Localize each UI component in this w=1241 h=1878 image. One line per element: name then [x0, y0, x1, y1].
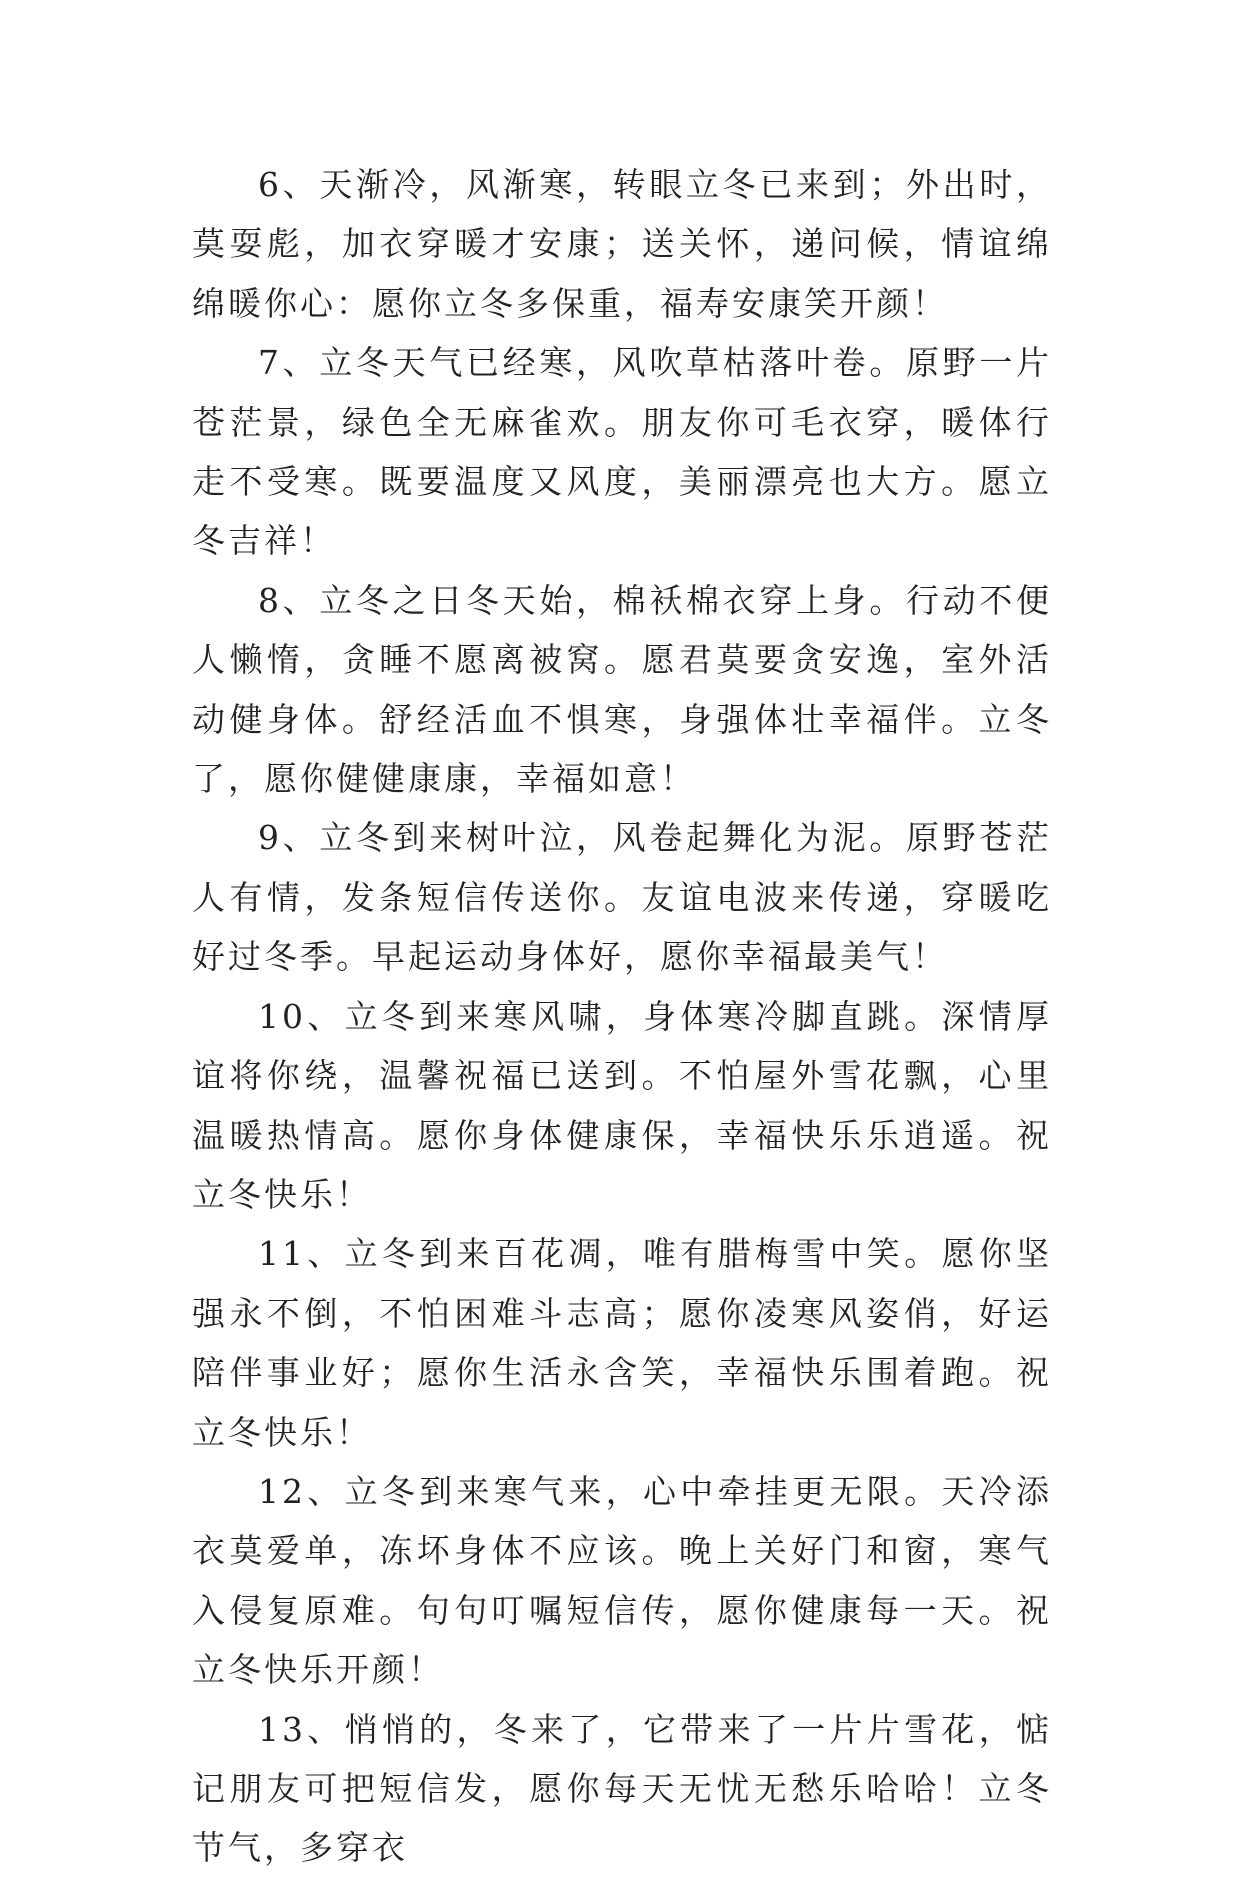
- paragraph-11: 11、立冬到来百花凋，唯有腊梅雪中笑。愿你坚强永不倒，不怕困难斗志高；愿你凌寒风姿俏，好运陪伴事业好；愿你生活永含笑，幸福快乐围着跑。祝立冬快乐！: [192, 1234, 1052, 1452]
- document-body: [192, 155, 1052, 1878]
- paragraph-10: 10、立冬到来寒风啸，身体寒冷脚直跳。深情厚谊将你绕，温馨祝福已送到。不怕屋外雪花飘，心里温暖热情高。愿你身体健康保，幸福快乐乐逍遥。祝立冬快乐！: [192, 996, 1052, 1214]
- paragraph-6: 6、天渐冷，风渐寒，转眼立冬已来到；外出时，莫耍彪，加衣穿暖才安康；送关怀，递问候，情谊绵绵暖你心：愿你立冬多保重，福寿安康笑开颜！: [192, 165, 1052, 323]
- paragraph-12: 12、立冬到来寒气来，心中牵挂更无限。天冷添衣莫爱单，冻坏身体不应该。晚上关好门和窗，寒气入侵复原难。句句叮嘱短信传，愿你健康每一天。祝立冬快乐开颜！: [192, 1471, 1052, 1690]
- paragraph-9: 9、立冬到来树叶泣，风卷起舞化为泥。原野苍茫人有情，发条短信传送你。友谊电波来传递，穿暖吃好过冬季。早起运动身体好，愿你幸福最美气！: [192, 818, 1052, 977]
- paragraph-7: 7、立冬天气已经寒，风吹草枯落叶卷。原野一片苍茫景，绿色全无麻雀欢。朋友你可毛衣穿，暖体行走不受寒。既要温度又风度，美丽漂亮也大方。愿立冬吉祥！: [192, 343, 1052, 561]
- paragraph-13: 13、悄悄的，冬来了，它带来了一片片雪花，惦记朋友可把短信发，愿你每天无忧无愁乐哈哈！立冬节气，多穿衣: [192, 1709, 1052, 1868]
- paragraph-8: 8、立冬之日冬天始，棉袄棉衣穿上身。行动不便人懒惰，贪睡不愿离被窝。愿君莫要贪安逸，室外活动健身体。舒经活血不惧寒，身强体壮幸福伴。立冬了，愿你健健康康，幸福如意！: [192, 580, 1052, 799]
